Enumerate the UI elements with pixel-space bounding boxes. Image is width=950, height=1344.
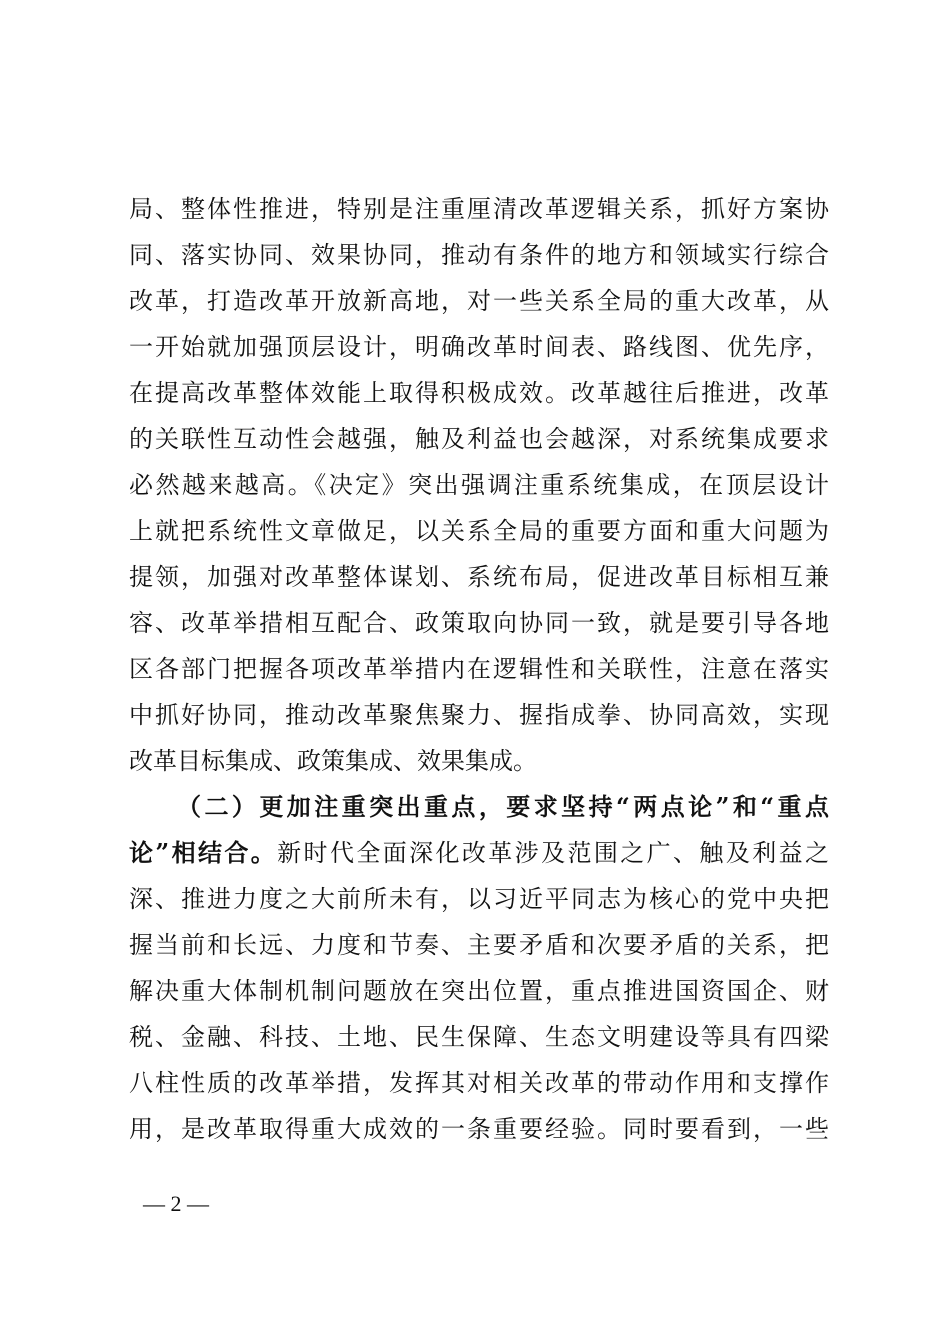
page-number: — 2 — (143, 1191, 209, 1216)
body-text-line: 局、整体性推进，特别是注重厘清改革逻辑关系，抓好方案协 (129, 195, 829, 223)
body-text-line: 容、改革举措相互配合、政策取向协同一致，就是要引导各地 (129, 609, 829, 637)
body-text-line: 在提高改革整体效能上取得积极成效。改革越往后推进，改革 (129, 379, 829, 407)
body-text-line: 的关联性互动性会越强，触及利益也会越深，对系统集成要求 (129, 425, 829, 453)
body-text-line: 同、落实协同、效果协同，推动有条件的地方和领域实行综合 (129, 241, 829, 269)
body-text-line: 深、推进力度之大前所未有，以习近平同志为核心的党中央把 (129, 885, 829, 913)
body-text-line: 区各部门把握各项改革举措内在逻辑性和关联性，注意在落实 (129, 655, 829, 683)
body-text-line: 改革目标集成、政策集成、效果集成。 (129, 747, 537, 775)
body-text-line: 必然越来越高。《决定》突出强调注重系统集成，在顶层设计 (129, 471, 829, 499)
body-text-line: 八柱性质的改革举措，发挥其对相关改革的带动作用和支撑作 (129, 1069, 829, 1097)
body-text-line: 解决重大体制机制问题放在突出位置，重点推进国资国企、财 (129, 977, 829, 1005)
body-text-line: 上就把系统性文章做足，以关系全局的重要方面和重大问题为 (129, 517, 829, 545)
body-text-line: 握当前和长远、力度和节奏、主要矛盾和次要矛盾的关系，把 (129, 931, 829, 959)
body-text-line: 改革，打造改革开放新高地，对一些关系全局的重大改革，从 (129, 287, 829, 315)
section-heading-end: 论”相结合。 (129, 838, 278, 867)
body-text-line: 税、金融、科技、土地、民生保障、生态文明建设等具有四梁 (129, 1023, 829, 1051)
body-text-line: 提领，加强对改革整体谋划、系统布局，促进改革目标相互兼 (129, 563, 829, 591)
body-text-line: 中抓好协同，推动改革聚焦聚力、握指成拳、协同高效，实现 (129, 701, 829, 729)
body-text-fragment: 新时代全面深化改革涉及范围之广、触及利益之 (277, 839, 829, 867)
section-heading-line: （二）更加注重突出重点，要求坚持“两点论”和“重点 (177, 792, 829, 821)
section-heading-continuation-line (129, 838, 829, 867)
body-text-line: 一开始就加强顶层设计，明确改革时间表、路线图、优先序， (129, 333, 829, 361)
body-text-line: 用，是改革取得重大成效的一条重要经验。同时要看到，一些 (129, 1115, 829, 1143)
